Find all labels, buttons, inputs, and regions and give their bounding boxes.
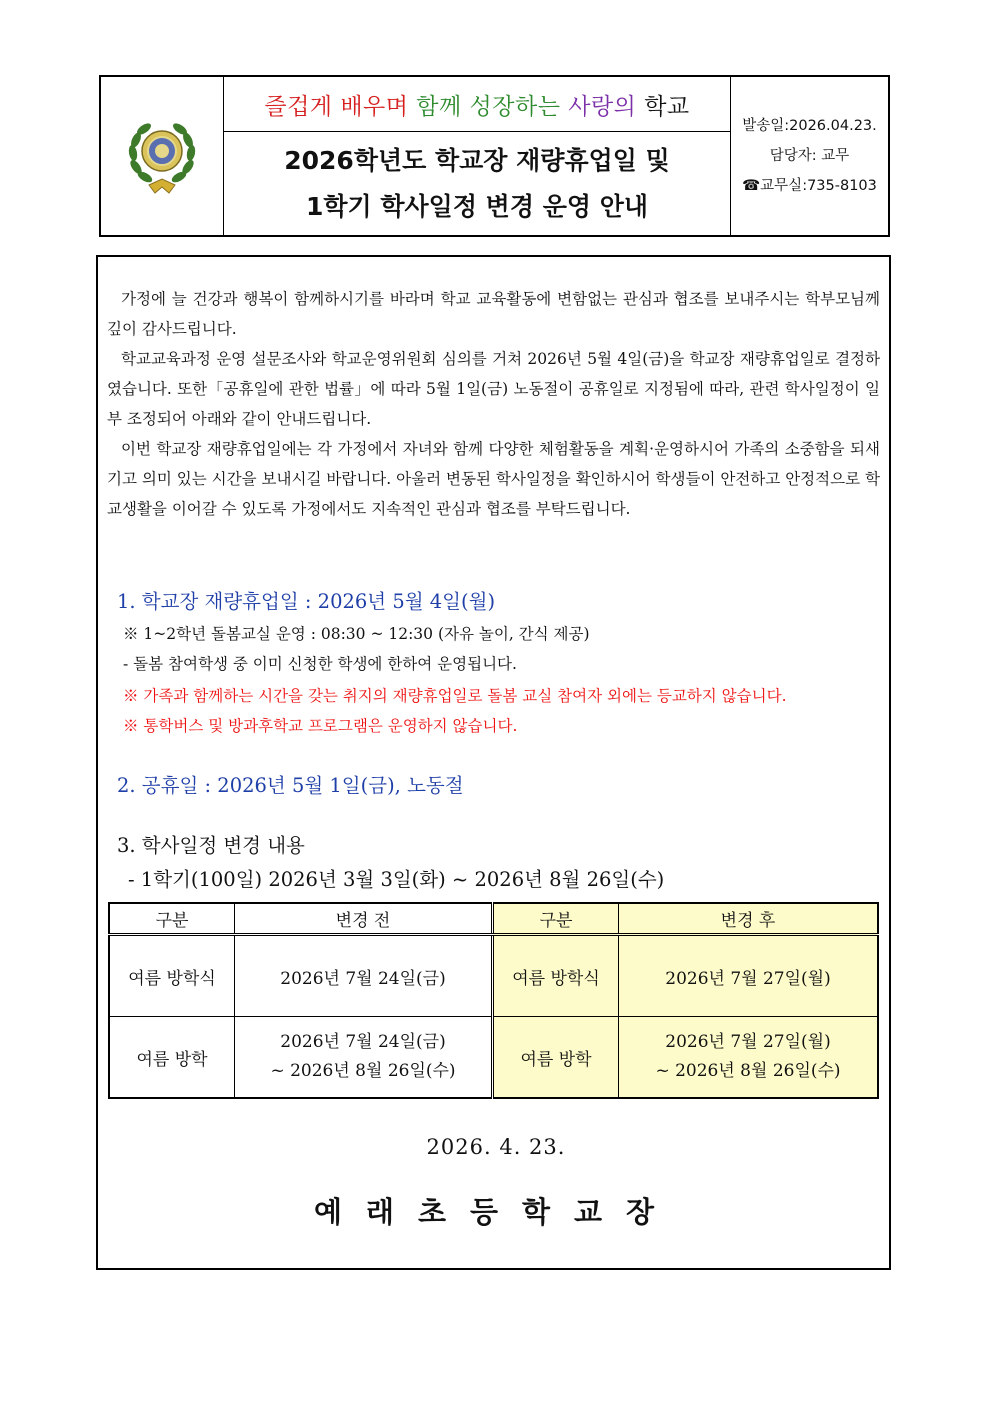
table-header-row [109,903,878,935]
row2-after-line-2: ~ 2026년 8월 26일(수) [655,1061,841,1081]
title-line-2: 1학기 학사일정 변경 운영 안내 [305,191,648,221]
row1-label-before: 여름 방학식 [109,935,235,1017]
section-1-heading: 1. 학교장 재량휴업일 : 2026년 5월 4일(월) [117,590,496,613]
section-3-subheading: - 1학기(100일) 2026년 3월 3일(화) ~ 2026년 8월 26일(수) [128,868,665,891]
intro-paragraph-1-text: 가정에 늘 건강과 행복이 함께하시기를 바라며 학교 교육활동에 변함없는 관심과 협조를 보내주시는 학부모님께 깊이 감사드립니다. [107,290,880,338]
section-2-heading: 2. 공휴일 : 2026년 5월 1일(금), 노동절 [117,774,464,797]
intro-paragraph-3 [107,434,880,524]
title-line-1: 2026학년도 학교장 재량휴업일 및 [284,145,670,175]
row1-after: 2026년 7월 27일(월) [619,935,879,1017]
phone-number: ☎교무실:735-8103 [742,178,877,194]
section-1-note-4: ※ 통학버스 및 방과후학교 프로그램은 운영하지 않습니다. [123,717,518,735]
row2-after [619,1017,879,1099]
school-emblem-cell [101,77,224,235]
document-header [99,75,890,237]
document-title [224,132,730,235]
send-date: 발송일:2026.04.23. [742,118,877,134]
slogan-part-1: 즐겁게 배우며 [264,93,409,120]
section-1-note-2: - 돌봄 참여학생 중 이미 신청한 학생에 한하여 운영됩니다. [123,655,517,673]
title-cell [224,77,731,235]
row1-label-after: 여름 방학식 [493,935,619,1017]
principal-signature: 예래초등학교장 [313,1195,679,1229]
row2-before-line-1: 2026년 7월 24일(금) [280,1032,446,1052]
header-category-before: 구분 [109,903,235,935]
slogan-part-4: 학교 [644,93,690,120]
header-after: 변경 후 [619,903,879,935]
row1-before: 2026년 7월 24일(금) [235,935,493,1017]
row2-label-after: 여름 방학 [493,1017,619,1099]
row2-after-line-1: 2026년 7월 27일(월) [665,1032,831,1052]
row2-label-before: 여름 방학 [109,1017,235,1099]
slogan-part-3: 사랑의 [568,93,637,120]
section-1-note-1: ※ 1~2학년 돌봄교실 운영 : 08:30 ~ 12:30 (자유 놀이, 간식 제공) [123,625,590,643]
school-emblem-icon [119,113,205,199]
row2-before [235,1017,493,1099]
intro-paragraph-2 [107,344,880,434]
section-3-heading: 3. 학사일정 변경 내용 [117,834,305,857]
intro-paragraph-3-text: 이번 학교장 재량휴업일에는 각 가정에서 자녀와 함께 다양한 체험활동을 계획·운영하시어 가족의 소중함을 되새기고 의미 있는 시간을 보내시길 바랍니다. 아울러 변동된 학사일정을 확인하시어 학생들이 안전하고 안정적으로 학교생활을 이어갈 수 있도록 가정에서도 지속적인 관심과 협조를 부탁드립니다. [107,440,880,518]
issue-date: 2026. 4. 23. [426,1135,566,1159]
schedule-change-table [108,902,879,1099]
table-row [109,935,878,1017]
section-1-note-3: ※ 가족과 함께하는 시간을 갖는 취지의 재량휴업일로 돌봄 교실 참여자 외에는 등교하지 않습니다. [123,687,787,705]
school-slogan [224,77,730,132]
intro-paragraph-2-text: 학교교육과정 운영 설문조사와 학교운영위원회 심의를 거쳐 2026년 5월 4일(금)을 학교장 재량휴업일로 결정하였습니다. 또한「공휴일에 관한 법률」에 따라 5월 1일(금) 노동절이 공휴일로 지정됨에 따라, 관련 학사일정이 일부 조정되어 아래와 같이 안내드립니다. [107,350,880,428]
manager: 담당자: 교무 [769,148,850,164]
slogan-part-2: 함께 성장하는 [416,93,561,120]
header-before: 변경 전 [235,903,493,935]
intro-paragraph-1 [107,284,880,344]
row2-before-line-2: ~ 2026년 8월 26일(수) [270,1061,456,1081]
table-row [109,1017,878,1099]
document-info [731,77,888,235]
header-category-after: 구분 [493,903,619,935]
